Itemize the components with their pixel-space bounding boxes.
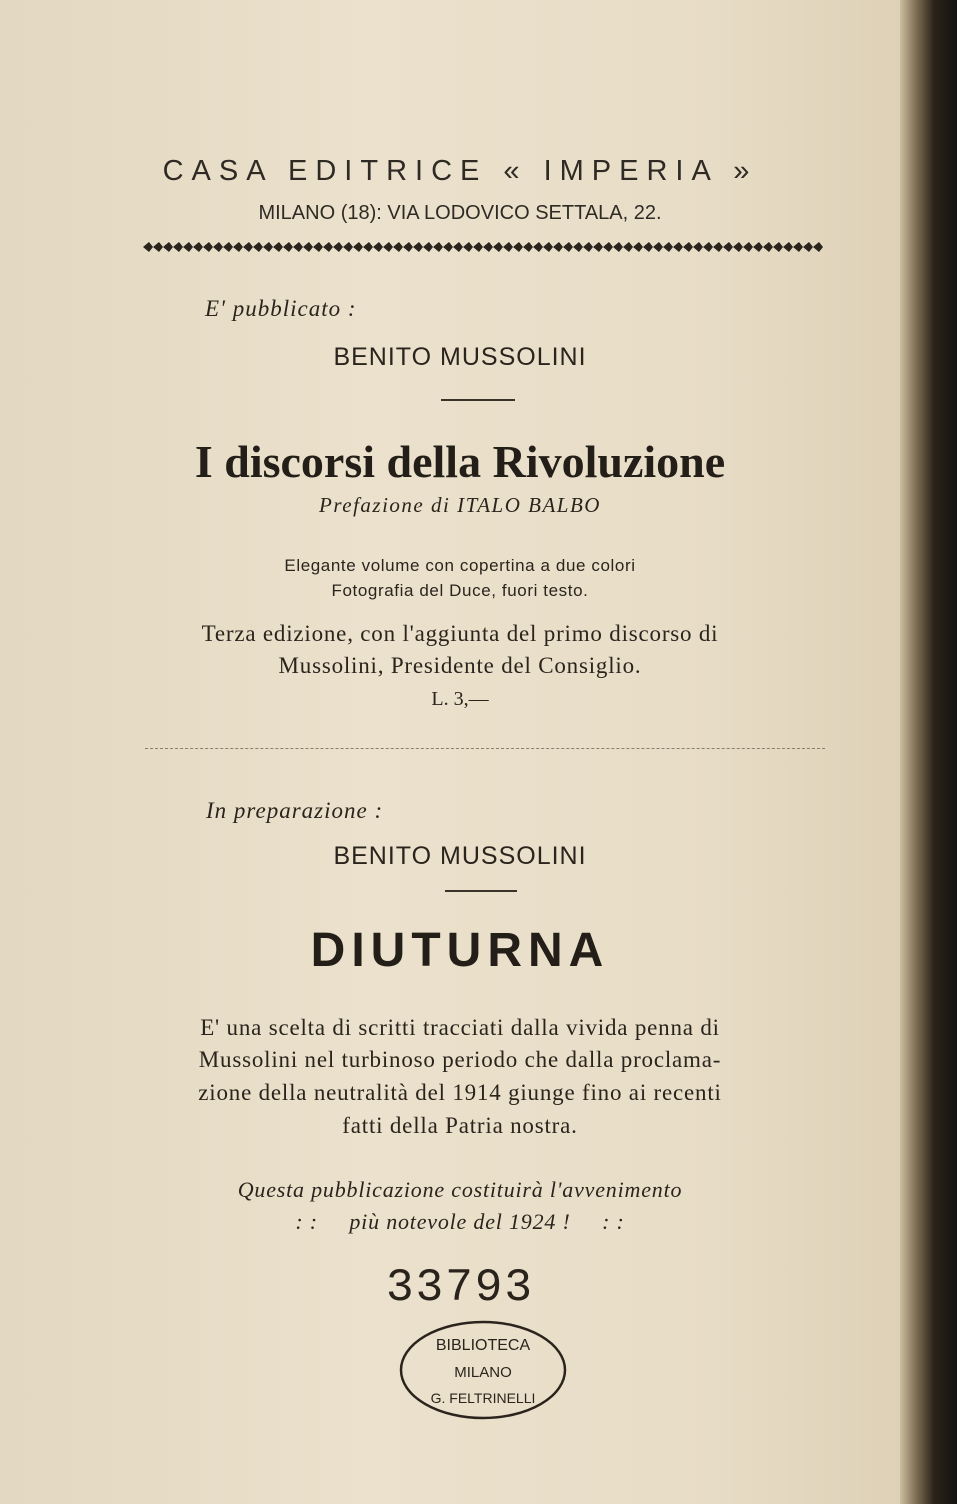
dashed-separator — [145, 748, 825, 749]
divider-rule — [441, 399, 515, 401]
price: L. 3,— — [431, 688, 489, 710]
preparation-author: BENITO MUSSOLINI — [333, 842, 587, 870]
published-author: BENITO MUSSOLINI — [333, 343, 587, 371]
published-label: E' pubblicato : — [205, 296, 357, 321]
published-title: I discorsi della Rivoluzione — [194, 436, 726, 487]
page-edge-shadow — [900, 0, 957, 1504]
stamp-bottom-text: G. FELTRINELLI — [430, 1390, 536, 1406]
edition-line: Mussolini, Presidente del Consiglio. — [278, 653, 642, 678]
inventory-number: 33793 — [385, 1262, 535, 1314]
publisher-address: MILANO (18): VIA LODOVICO SETTALA, 22. — [258, 202, 662, 224]
edition-line: Terza edizione, con l'aggiunta del primo discorso di — [201, 621, 719, 646]
published-preface: Prefazione di ITALO BALBO — [319, 493, 601, 517]
ornament-border — [143, 239, 823, 255]
published-description-line: Fotografia del Duce, fuori testo. — [331, 581, 589, 600]
publisher-name: CASA EDITRICE « IMPERIA » — [162, 155, 758, 187]
stamp-middle-text: MILANO — [454, 1364, 512, 1381]
preparation-label: In preparazione : — [206, 798, 384, 823]
preparation-note-line: : : più notevole del 1924 ! : : — [295, 1209, 625, 1234]
stamp-top-text: BIBLIOTECA — [435, 1337, 531, 1354]
preparation-description-line: fatti della Patria nostra. — [342, 1113, 578, 1138]
preparation-note-line: Questa pubblicazione costituirà l'avvenimento — [237, 1177, 683, 1202]
preparation-description-line: E' una scelta di scritti tracciati dalla vivida penna di — [200, 1015, 720, 1040]
preparation-title: DIUTURNA — [310, 924, 610, 977]
preparation-description-line: Mussolini nel turbinoso periodo che dalla proclama- — [198, 1047, 722, 1072]
preparation-description-line: zione della neutralità del 1914 giunge fino ai recenti — [198, 1080, 722, 1105]
divider-rule — [445, 890, 517, 892]
library-stamp — [393, 1315, 573, 1425]
published-description-line: Elegante volume con copertina a due colori — [284, 556, 636, 575]
